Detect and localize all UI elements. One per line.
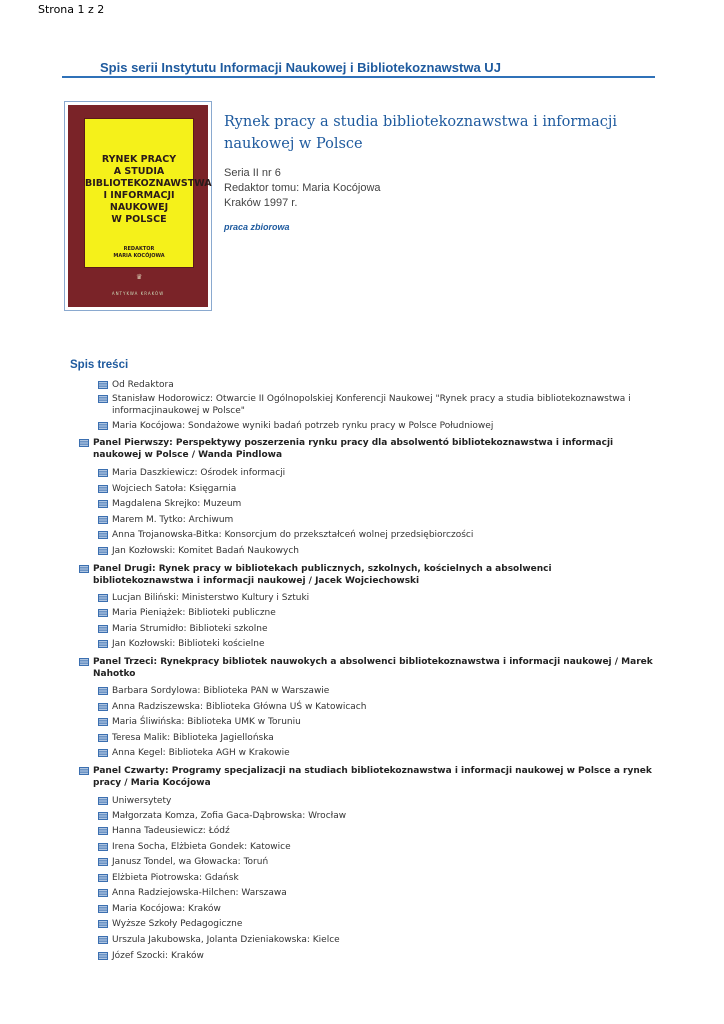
- toc-panel: [93, 766, 653, 789]
- document-list-icon: [98, 734, 108, 742]
- document-list-icon: [98, 843, 108, 851]
- toc-item-label: Lucjan Biliński: Ministerstwo Kultury i Sztuki: [112, 593, 310, 603]
- document-list-icon: [98, 749, 108, 757]
- cover-title-line: RYNEK PRACY: [101, 154, 177, 165]
- document-list-icon: [79, 658, 89, 666]
- document-list-icon: [98, 889, 108, 897]
- cover-footer: ANTYKWA KRAKÓW: [111, 291, 165, 296]
- toc-item: [112, 686, 642, 698]
- toc-item-label: Marem M. Tytko: Archiwum: [112, 515, 234, 525]
- toc-item-label: Elżbieta Piotrowska: Gdańsk: [112, 873, 239, 883]
- book-note: praca zbiorowa: [224, 222, 290, 232]
- toc-item: [112, 515, 642, 527]
- document-list-icon: [98, 812, 108, 820]
- document-list-icon: [98, 395, 108, 403]
- toc-item-label: Maria Pieniążek: Biblioteki publiczne: [112, 608, 276, 618]
- document-list-icon: [98, 920, 108, 928]
- document-list-icon: [98, 516, 108, 524]
- toc-item: [112, 796, 642, 808]
- toc-item: [112, 394, 642, 417]
- document-list-icon: [98, 422, 108, 430]
- toc-item: [112, 484, 642, 496]
- document-list-icon: [98, 625, 108, 633]
- toc-item-label: Urszula Jakubowska, Jolanta Dzieniakowska: Kielce: [112, 935, 340, 945]
- document-list-icon: [79, 767, 89, 775]
- book-cover-image: [68, 105, 212, 307]
- toc-item-label: Józef Szocki: Kraków: [112, 951, 204, 961]
- document-list-icon: [79, 439, 89, 447]
- toc-item-label: Maria Kocójowa: Sondażowe wyniki badań potrzeb rynku pracy w Polsce Południowej: [112, 421, 494, 431]
- cover-editor-line: MARIA KOCÓJOWA: [113, 253, 165, 259]
- document-list-icon: [98, 858, 108, 866]
- document-list-icon: [98, 905, 108, 913]
- toc-item-label: Barbara Sordylowa: Biblioteka PAN w Warszawie: [112, 686, 330, 696]
- toc-item: [112, 935, 642, 947]
- cover-editor: [85, 246, 193, 260]
- toc-item: [112, 857, 642, 869]
- toc-panel-label: Panel Pierwszy: Perspektywy poszerzenia rynku pracy dla absolwentó bibliotekoznawstwa i informacji naukowej w Polsce / Wanda Pindlowa: [93, 438, 614, 460]
- toc-heading: Spis treści: [70, 359, 129, 371]
- toc-item-label: Maria Śliwińska: Biblioteka UMK w Toruniu: [112, 717, 301, 727]
- cover-title-line: A STUDIA: [113, 166, 165, 177]
- document-list-icon: [98, 952, 108, 960]
- page-number: Strona 1 z 2: [38, 3, 105, 16]
- toc-item: [112, 888, 642, 900]
- toc-panel: [93, 438, 653, 461]
- document-list-icon: [98, 718, 108, 726]
- toc-item-label: Wojciech Satoła: Księgarnia: [112, 484, 237, 494]
- toc-item: [112, 904, 642, 916]
- document-list-icon: [98, 485, 108, 493]
- toc-item: [112, 826, 642, 838]
- toc-item-label: Anna Radziszewska: Biblioteka Główna UŚ w Katowicach: [112, 702, 367, 712]
- toc-item: [112, 608, 642, 620]
- document-list-icon: [98, 936, 108, 944]
- toc-item-label: Uniwersytety: [112, 796, 172, 806]
- toc-item-label: Hanna Tadeusiewicz: Łódź: [112, 826, 230, 836]
- toc-item: [112, 951, 642, 963]
- toc-item: [112, 702, 642, 714]
- toc-item-label: Anna Radziejowska-Hilchen: Warszawa: [112, 888, 287, 898]
- toc-panel: [93, 564, 653, 587]
- toc-panel: [93, 657, 653, 680]
- cover-label: [84, 118, 212, 268]
- toc-item-label: Małgorzata Komza, Zofia Gaca-Dąbrowska: Wrocław: [112, 811, 347, 821]
- document-list-icon: [79, 565, 89, 573]
- book-meta: [224, 166, 381, 211]
- toc-item-label: Stanisław Hodorowicz: Otwarcie II Ogólnopolskiej Konferencji Naukowej "Rynek pracy a studia bibliotekoznawstwa i informacjinaukowej w Polsce": [112, 394, 631, 416]
- document-list-icon: [98, 797, 108, 805]
- toc-item: [112, 748, 642, 760]
- toc-item-label: Anna Kegel: Biblioteka AGH w Krakowie: [112, 748, 290, 758]
- document-list-icon: [98, 874, 108, 882]
- toc-item-label: Wyższe Szkoły Pedagogiczne: [112, 919, 243, 929]
- book-editor: Redaktor tomu: Maria Kocójowa: [224, 182, 381, 194]
- document-list-icon: [98, 827, 108, 835]
- document-list-icon: [98, 469, 108, 477]
- publisher-logo-icon: ♛: [136, 273, 143, 281]
- toc-item: [112, 733, 642, 745]
- toc-item: [112, 624, 642, 636]
- toc-item-label: Maria Strumidło: Biblioteki szkolne: [112, 624, 268, 634]
- toc-item: [112, 380, 642, 392]
- book-place-year: Kraków 1997 r.: [224, 197, 298, 209]
- toc-item-label: Jan Kozłowski: Komitet Badań Naukowych: [112, 546, 299, 556]
- toc-item-label: Maria Daszkiewicz: Ośrodek informacji: [112, 468, 286, 478]
- toc-item: [112, 811, 642, 823]
- cover-editor-line: REDAKTOR: [123, 246, 155, 252]
- toc-item-label: Jan Kozłowski: Biblioteki kościelne: [112, 639, 265, 649]
- document-list-icon: [98, 640, 108, 648]
- toc-item-label: Magdalena Skrejko: Muzeum: [112, 499, 242, 509]
- toc-panel-label: Panel Czwarty: Programy specjalizacji na studiach bibliotekoznawstwa i informacji naukowej w Polsce a rynek pracy / Maria Kocójowa: [93, 766, 652, 788]
- toc-item: [112, 919, 642, 931]
- toc-panel-label: Panel Trzeci: Rynekpracy bibliotek nauwokych a absolwenci bibliotekoznawstwa i informacji naukowej / Marek Nahotko: [93, 657, 653, 679]
- toc-item: [112, 530, 642, 542]
- document-list-icon: [98, 381, 108, 389]
- toc-item-label: Janusz Tondel, wa Głowacka: Toruń: [112, 857, 269, 867]
- document-list-icon: [98, 531, 108, 539]
- cover-title-line: I INFORMACJI NAUKOWEJ: [103, 190, 175, 213]
- toc-item: [112, 468, 642, 480]
- toc-item-label: Od Redaktora: [112, 380, 174, 390]
- cover-title-line: BIBLIOTEKOZNAWSTWA: [85, 178, 212, 189]
- document-list-icon: [98, 687, 108, 695]
- toc-item: [112, 717, 642, 729]
- cover-title: [85, 154, 212, 226]
- document-list-icon: [98, 703, 108, 711]
- book-title: Rynek pracy a studia bibliotekoznawstwa i informacji naukowej w Polsce: [224, 114, 617, 152]
- header-divider: [62, 76, 655, 78]
- toc-panel-label: Panel Drugi: Rynek pracy w bibliotekach publicznych, szkolnych, kościelnych a absolwenci bibliotekoznawstwa i informacji naukowej / Jacek Wojciechowski: [93, 564, 552, 586]
- book-cover: [64, 101, 212, 311]
- book-series: Seria II nr 6: [224, 167, 281, 179]
- series-title: Spis serii Instytutu Informacji Naukowej i Bibliotekoznawstwa UJ: [100, 60, 501, 75]
- toc-item: [112, 639, 642, 651]
- document-list-icon: [98, 500, 108, 508]
- toc-item-label: Anna Trojanowska-Bitka: Konsorcjum do przekształceń wolnej przedsiębiorczości: [112, 530, 474, 540]
- toc-item-label: Irena Socha, Elżbieta Gondek: Katowice: [112, 842, 291, 852]
- cover-title-line: W POLSCE: [111, 214, 167, 225]
- toc-item: [112, 499, 642, 511]
- toc-item: [112, 421, 642, 433]
- toc-item: [112, 842, 642, 854]
- toc-item-label: Maria Kocójowa: Kraków: [112, 904, 221, 914]
- document-list-icon: [98, 547, 108, 555]
- toc-item-label: Teresa Malik: Biblioteka Jagiellońska: [112, 733, 274, 743]
- document-list-icon: [98, 594, 108, 602]
- toc-item: [112, 546, 642, 558]
- toc-item: [112, 593, 642, 605]
- toc-item: [112, 873, 642, 885]
- document-list-icon: [98, 609, 108, 617]
